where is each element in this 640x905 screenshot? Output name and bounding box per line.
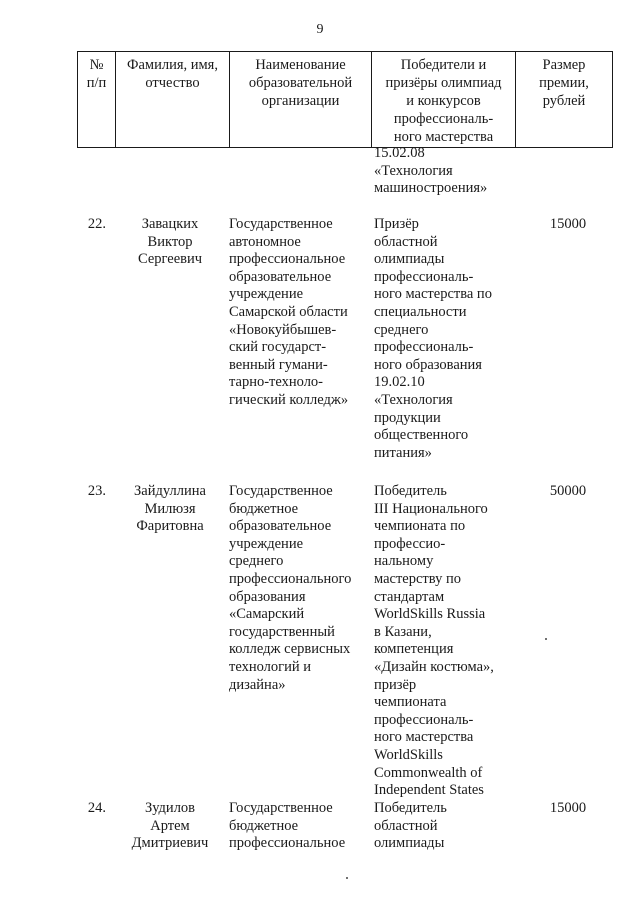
row-winners: Призёр областной олимпиады профессиональ- ного мастерства по специальности среднего профессиональ- ного образования 19.02.10 «Технология продукции общественного питания» <box>374 216 492 461</box>
header-num <box>78 52 116 148</box>
header-org <box>230 52 372 148</box>
row-organization: Государственное бюджетное профессиональное <box>229 800 346 852</box>
row-amount: 15000 <box>549 800 587 816</box>
row-name: Зайдуллина Милюзя Фаритовна <box>134 483 206 535</box>
header-org-text: Наименование образовательной организации <box>248 57 353 109</box>
scan-speck <box>346 877 348 879</box>
row-num: 23. <box>87 483 106 499</box>
header-num-text: № п/п <box>86 57 107 91</box>
row-amount: 50000 <box>549 483 587 499</box>
row-amount: 15000 <box>549 216 587 232</box>
row-name: Зудилов Артем Дмитриевич <box>131 800 209 852</box>
row-winners: Победитель областной олимпиады <box>374 800 447 852</box>
row-num: 22. <box>87 216 106 232</box>
page-number: 9 <box>316 22 324 37</box>
header-name <box>116 52 230 148</box>
header-amount <box>516 52 613 148</box>
row-num: 24. <box>87 800 106 816</box>
header-name-text: Фамилия, имя, отчество <box>127 57 218 91</box>
row-name: Завацких Виктор Сергеевич <box>137 216 203 268</box>
header-amount-text: Размер премии, рублей <box>539 57 589 109</box>
header-winners-text: Победители и призёры олимпиад и конкурсов профессиональ- ного мастерства <box>385 57 502 145</box>
table-header <box>77 51 613 148</box>
continuation-winners: 15.02.08 «Технология машиностроения» <box>374 145 488 197</box>
row-winners: Победитель III Национального чемпионата по профессио- нальному мастерству по стандартам WorldSkills Russia в Казани, компетенция «Дизайн костюма», призёр чемпионата профессиональ- ного мастерства WorldSkills Commonwealth of Independent States <box>374 483 494 799</box>
row-organization: Государственное автономное профессиональное образовательное учреждение Самарской области «Новокуйбышев- ский государст- венный гумани- тарно-техноло- гический колледж» <box>229 216 349 408</box>
header-winners <box>372 52 516 148</box>
scan-speck <box>545 638 547 640</box>
row-organization: Государственное бюджетное образовательное учреждение среднего профессионального образования «Самарский государственный колледж сервисных технологий и дизайна» <box>229 483 352 693</box>
